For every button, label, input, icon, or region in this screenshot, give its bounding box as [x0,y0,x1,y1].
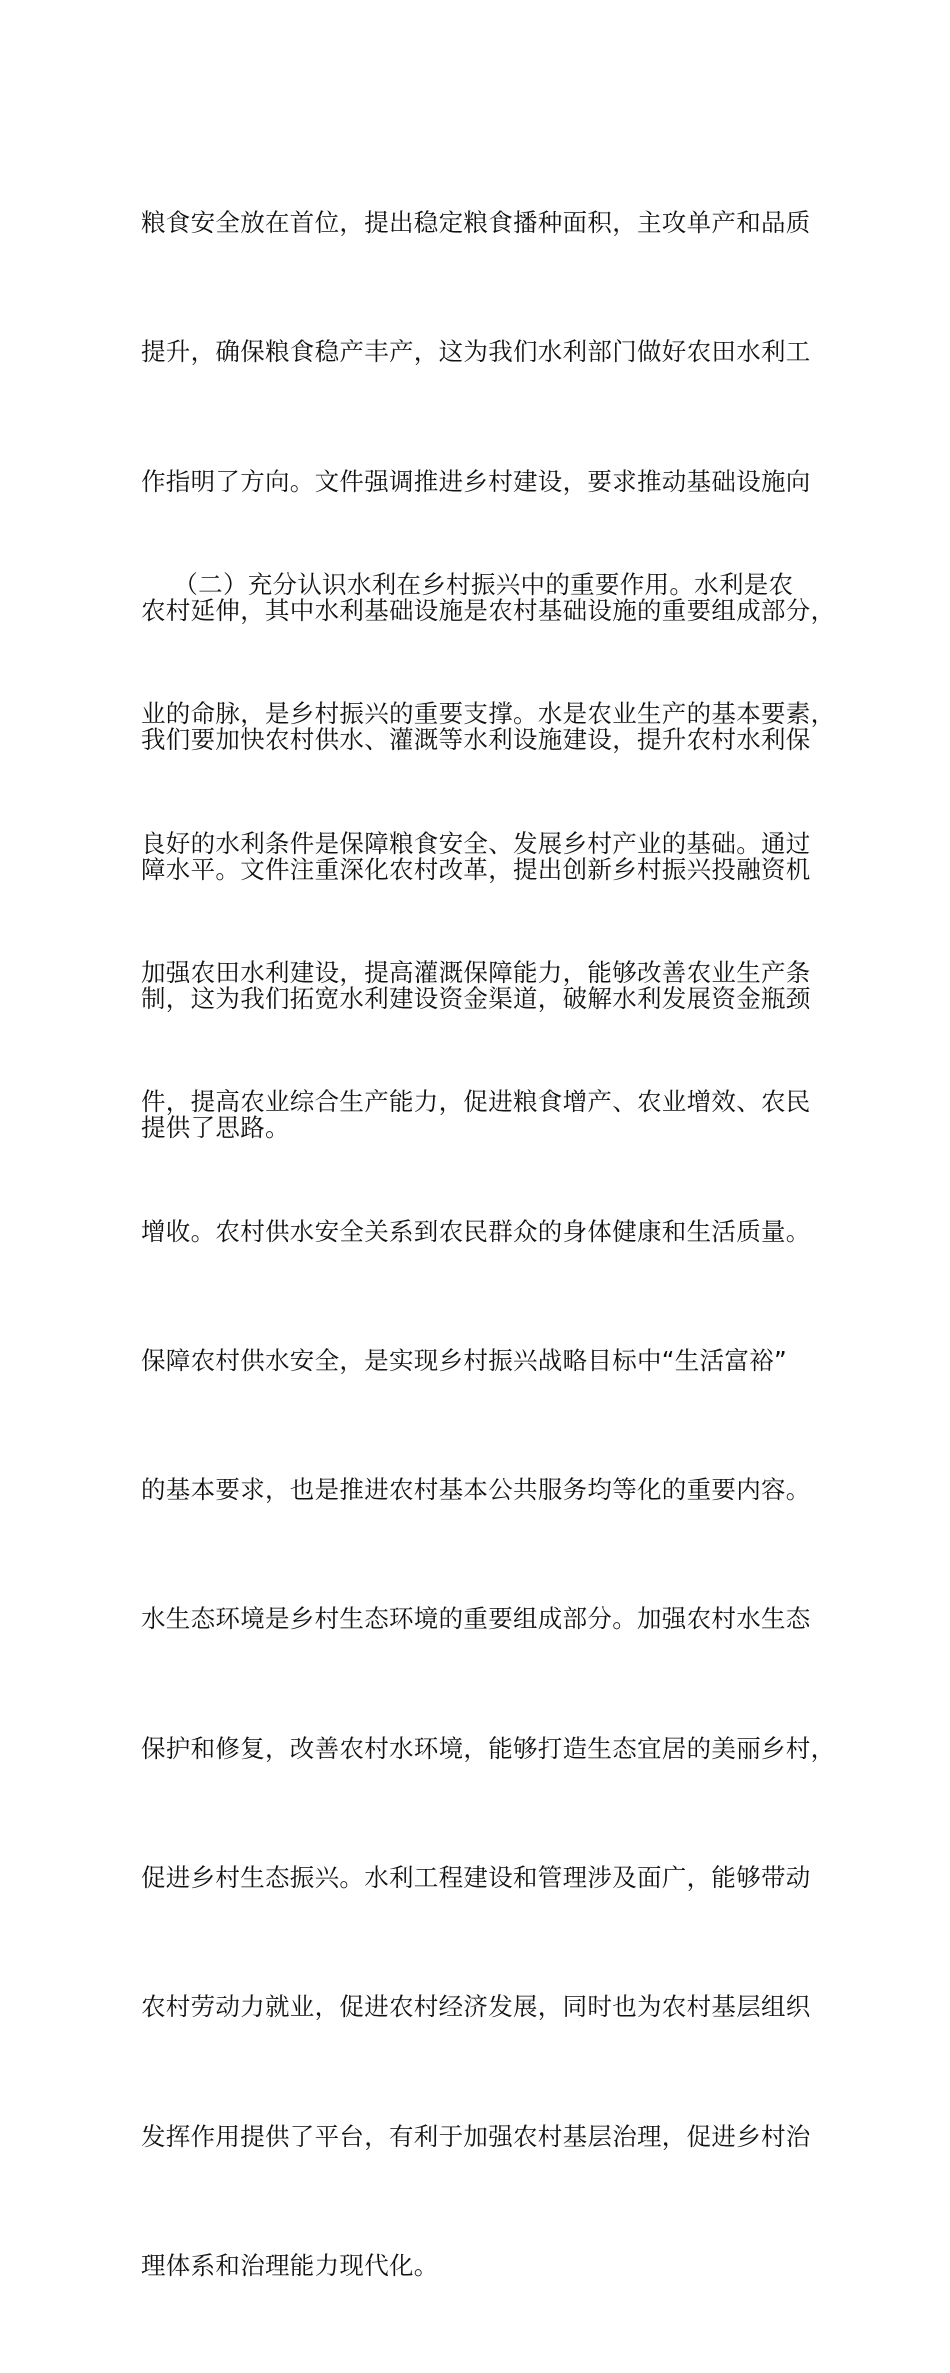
text-line: （二）充分认识水利在乡村振兴中的重要作用。水利是农 [141,570,794,600]
text-line: 加强农田水利建设，提高灌溉保障能力，能够改善农业生产条 [141,958,811,988]
text-line: 制，这为我们拓宽水利建设资金渠道，破解水利发展资金瓶颈 [141,983,811,1013]
text-line: 我们要加快农村供水、灌溉等水利设施建设，提升农村水利保 [141,725,811,755]
text-line: 理体系和治理能力现代化。 [141,2250,439,2280]
text-line: 件，提高农业综合生产能力，促进粮食增产、农业增效、农民 [141,1087,811,1117]
text-line: 保护和修复，改善农村水环境，能够打造生态宜居的美丽乡村， [141,1733,836,1763]
text-line: 促进乡村生态振兴。水利工程建设和管理涉及面广，能够带动 [141,1863,811,1892]
text-line: 保障农村供水安全，是实现乡村振兴战略目标中“生活富裕” [141,1345,787,1375]
text-line: 提供了思路。 [141,1113,290,1143]
text-line: 作指明了方向。文件强调推进乡村建设，要求推动基础设施向 [141,466,811,496]
text-line: 农村延伸，其中水利基础设施是农村基础设施的重要组成部分， [141,596,836,626]
text-line: 发挥作用提供了平台，有利于加强农村基层治理，促进乡村治 [141,2121,811,2151]
text-line: 水生态环境是乡村生态环境的重要组成部分。加强农村水生态 [141,1604,811,1634]
paragraph-water-role [141,477,841,2373]
text-line: 粮食安全放在首位，提出稳定粮食播种面积，主攻单产和品质 [141,208,811,238]
text-line: 良好的水利条件是保障粮食安全、发展乡村产业的基础。通过 [141,828,811,858]
text-line: 农村劳动力就业，促进农村经济发展，同时也为农村基层组织 [141,1992,811,2022]
text-line: 业的命脉，是乡村振兴的重要支撑。水是农业生产的基本要素， [141,699,836,729]
text-line: 的基本要求，也是推进农村基本公共服务均等化的重要内容。 [141,1475,811,1505]
text-line: 增收。农村供水安全关系到农民群众的身体健康和生活质量。 [141,1216,811,1246]
text-line: 提升，确保粮食稳产丰产，这为我们水利部门做好农田水利工 [141,337,811,367]
text-line: 障水平。文件注重深化农村改革，提出创新乡村振兴投融资机 [141,854,811,884]
